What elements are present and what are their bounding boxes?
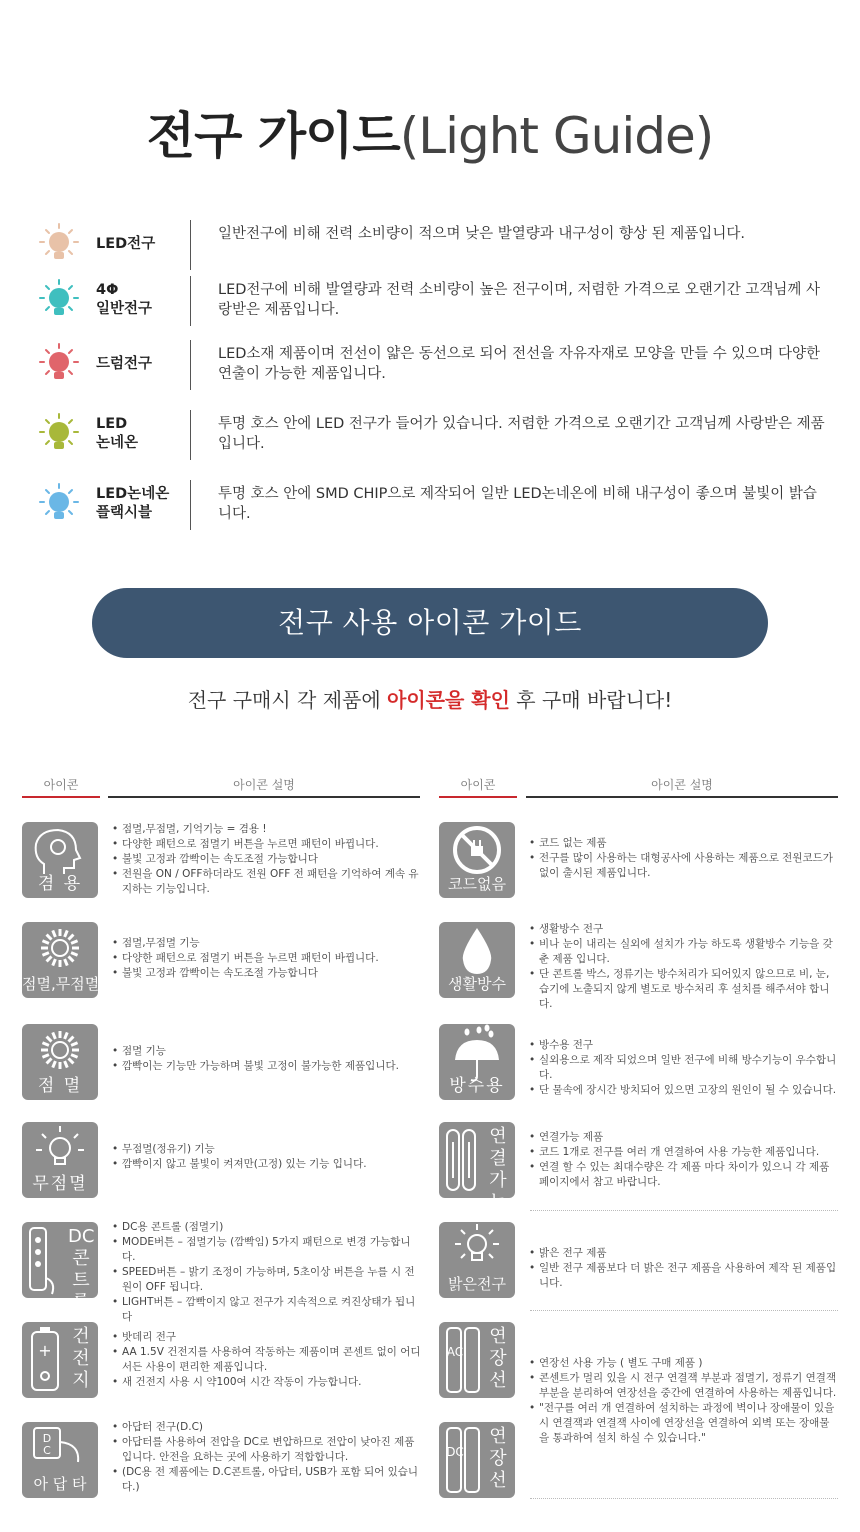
head-bulb-icon [22,822,98,898]
icon-description [112,1142,422,1172]
bulb-row [38,276,828,330]
right-desc-header-underline [526,796,838,798]
purchase-notice [0,684,860,713]
description-line: • 점멸 기능 [112,1044,422,1059]
bulb-separator [190,410,191,460]
bulb-icon [38,412,80,458]
bulb-row [38,220,828,274]
bright-bulb-icon [439,1222,515,1298]
description-line: • "전구를 여러 개 연결하여 설치하는 과정에 벽이나 장애물이 있을 시 연결잭과 연결잭 사이에 연장선을 연결하여 외벽 또는 장애물을 통과하여 설치 하실 수 있습니다." [529,1401,839,1446]
row-separator [530,1210,838,1211]
description-line: • (DC용 전 제품에는 D.C콘트롤, 아답터, USB가 포함 되어 있습니다.) [112,1465,422,1495]
notice-text-before: 전구 구매시 각 제품에 [187,688,388,712]
row-separator [530,1310,838,1311]
icon-guide-banner: 전구 사용 아이콘 가이드 [92,588,768,658]
bulb-name: 4Φ 일반전구 [96,282,153,317]
svg-text:DC: DC [446,1445,464,1459]
icon-description [112,1044,422,1074]
description-line: • 코드 없는 제품 [529,836,839,851]
bulb-name: LED 논네온 [96,416,139,451]
description-line: • 깜빡이는 기능만 가능하며 불빛 고정이 불가능한 제품입니다. [112,1059,422,1074]
controller-icon [22,1222,98,1313]
title-korean: 전구 가이드 [146,107,400,165]
flash-bulb-icon [22,922,98,998]
description-line: • 방수용 전구 [529,1038,839,1053]
bulb-description: LED전구에 비해 발열량과 전력 소비량이 높은 전구이며, 저렴한 가격으로 오랜기간 고객님께 사랑받은 제품입니다. [218,282,820,318]
page-title [0,96,860,168]
extension-dc-icon [439,1422,515,1498]
right-desc-column-header: 아이콘 설명 [651,778,713,792]
description-line: • 점멸,무점멸 기능 [112,936,422,951]
icon-description [529,1130,839,1190]
description-line: • LIGHT버튼 – 깜빡이지 않고 전구가 지속적으로 켜진상태가 됩니다 [112,1295,422,1325]
description-line: • 코드 1개로 전구를 여러 개 연결하여 사용 가능한 제품입니다. [529,1145,839,1160]
icon-label: 겸 용 [37,874,83,894]
icon-description [529,836,839,881]
description-line: • 불빛 고정과 깜빡이는 속도조절 가능합니다 [112,852,422,867]
left-icon-header-underline [22,796,100,798]
description-line: • 전구를 많이 사용하는 대형공사에 사용하는 제품으로 전원코드가 없이 출시된 제품입니다. [529,851,839,881]
right-icon-column-header: 아이콘 [460,778,496,792]
icon-label: 생활방수 [448,975,506,993]
icon-label: 점 멸 [37,1076,83,1096]
icon-label: 점멸,무점멸 [22,975,100,993]
icon-label: 아 답 타 [33,1475,87,1493]
svg-text:+: + [38,1341,52,1360]
description-line: • 콘센트가 멀리 있을 시 전구 연결잭 부분과 점멸기, 정류기 연결잭 부분을 분리하여 연장선을 중간에 연결하여 사용하는 제품입니다. [529,1371,839,1401]
bulb-name: LED논네온 플랙시블 [96,486,170,521]
no-plug-icon [439,822,515,898]
description-line: • 다양한 패턴으로 점멸기 버튼을 누르면 패턴이 바뀝니다. [112,951,422,966]
description-line: • 단 콘트롤 박스, 정류기는 방수처리가 되어있지 않으므로 비, 눈, 습기에 노출되지 않게 별도로 방수처리 후 설치를 해주셔야 합니다. [529,967,839,1012]
icon-label: 연 결 가 능 [489,1126,507,1213]
icon-description [529,1038,839,1098]
bulb-separator [190,220,191,270]
icon-description [529,1356,839,1446]
bulb-row [38,410,828,464]
adapter-icon [22,1422,98,1498]
notice-highlight: 아이콘을 확인 [387,688,510,712]
bulb-name: LED전구 [96,235,156,252]
description-line: • 밧데리 전구 [112,1330,422,1345]
left-desc-column-header: 아이콘 설명 [233,778,295,792]
flash-bulb-icon [22,1024,98,1100]
description-line: • SPEED버튼 – 밝기 조정이 가능하며, 5초이상 버튼을 누를 시 전원이 OFF 됩니다. [112,1265,422,1295]
bulb-icon [38,278,80,324]
icon-description [112,1330,422,1390]
title-english: (Light Guide) [399,107,714,165]
icon-description [112,1420,422,1495]
description-line: • 전원을 ON / OFF하더라도 전원 OFF 전 패턴을 기억하여 계속 유지하는 기능입니다. [112,867,422,897]
connector-icon [439,1122,515,1213]
row-separator [530,1498,838,1499]
icon-label: 밝은전구 [448,1275,506,1293]
svg-text:AC: AC [446,1345,464,1359]
svg-text:C: C [43,1444,51,1457]
icon-label: DC 콘 트 롤 [68,1226,95,1313]
description-line: • 아답터 전구(D.C) [112,1420,422,1435]
bulb-description: 일반전구에 비해 전력 소비량이 적으며 낮은 발열량과 내구성이 향상 된 제품입니다. [218,226,745,242]
description-line: • 연결가능 제품 [529,1130,839,1145]
description-line: • 단 물속에 장시간 방치되어 있으면 고장의 원인이 될 수 있습니다. [529,1083,839,1098]
icon-description [112,822,422,897]
bulb-description: 투명 호스 안에 LED 전구가 들어가 있습니다. 저렴한 가격으로 오랜기간 고객님께 사랑받은 제품입니다. [218,416,825,452]
description-line: • 무점멸(정유기) 기능 [112,1142,422,1157]
icon-description [529,1246,839,1291]
umbrella-icon [439,1024,515,1100]
bulb-icon [38,482,80,528]
bulb-description: 투명 호스 안에 SMD CHIP으로 제작되어 일반 LED논네온에 비해 내구성이 좋으며 불빛이 밝습니다. [218,486,817,522]
battery-icon [22,1322,98,1398]
bulb-name: 드럼전구 [96,355,153,372]
description-line: • 연결 할 수 있는 최대수량은 각 제품 마다 차이가 있으니 각 제품 페이지에서 참고 바랍니다. [529,1160,839,1190]
bulb-icon [38,342,80,388]
icon-description [112,936,422,981]
icon-label: 방수용 [449,1076,505,1096]
description-line: • 실외용으로 제작 되었으며 일반 전구에 비해 방수기능이 우수합니다. [529,1053,839,1083]
bulb-icon [38,222,80,268]
description-line: • 깜빡이지 않고 불빛이 켜져만(고정) 있는 기능 입니다. [112,1157,422,1172]
bulb-separator [190,276,191,326]
icon-label: 코드없음 [448,875,506,893]
bulb-separator [190,480,191,530]
extension-ac-icon [439,1322,515,1398]
svg-text:D: D [42,1432,52,1445]
icon-label: 연 장 선 [489,1326,507,1391]
description-line: • 다양한 패턴으로 점멸기 버튼을 누르면 패턴이 바뀝니다. [112,837,422,852]
description-line: • 생활방수 전구 [529,922,839,937]
bulb-separator [190,340,191,390]
icon-label: 무점멸 [32,1174,88,1194]
glow-bulb-icon [22,1122,98,1198]
left-desc-header-underline [108,796,420,798]
description-line: • 점멸,무점멸, 기억기능 = 겸용 ! [112,822,422,837]
description-line: • 연장선 사용 가능 ( 별도 구매 제품 ) [529,1356,839,1371]
bulb-row [38,480,828,534]
description-line: • 비나 눈이 내리는 실외에 설치가 가능 하도록 생활방수 기능을 갖춘 제품 입니다. [529,937,839,967]
description-line: • AA 1.5V 건전지를 사용하여 작동하는 제품이며 콘센트 없이 어디서든 사용이 편리한 제품입니다. [112,1345,422,1375]
notice-text-after: 후 구매 바랍니다! [509,688,673,712]
right-icon-header-underline [439,796,517,798]
description-line: • DC용 콘트롤 (점멸기) [112,1220,422,1235]
icon-label: 연 장 선 [489,1426,507,1491]
description-line: • 불빛 고정과 깜빡이는 속도조절 가능합니다 [112,966,422,981]
description-line: • 아답터를 사용하여 전압을 DC로 변압하므로 전압이 낮아진 제품입니다. 안전을 요하는 곳에 사용하기 적합합니다. [112,1435,422,1465]
bulb-description: LED소재 제품이며 전선이 얇은 동선으로 되어 전선을 자유자재로 모양을 만들 수 있으며 다양한 연출이 가능한 제품입니다. [218,346,820,382]
left-icon-column-header: 아이콘 [43,778,79,792]
icon-description [112,1220,422,1325]
icon-label: 건 전 지 [72,1326,90,1391]
description-line: • 일반 전구 제품보다 더 밝은 전구 제품을 사용하여 제작 된 제품입니다. [529,1261,839,1291]
bulb-row [38,340,828,394]
description-line: • MODE버튼 – 점멸기능 (깜빡임) 5가지 패턴으로 변경 가능합니다. [112,1235,422,1265]
description-line: • 밝은 전구 제품 [529,1246,839,1261]
description-line: • 새 건전지 사용 시 약100여 시간 작동이 가능합니다. [112,1375,422,1390]
icon-description [529,922,839,1012]
water-drop-icon [439,922,515,998]
